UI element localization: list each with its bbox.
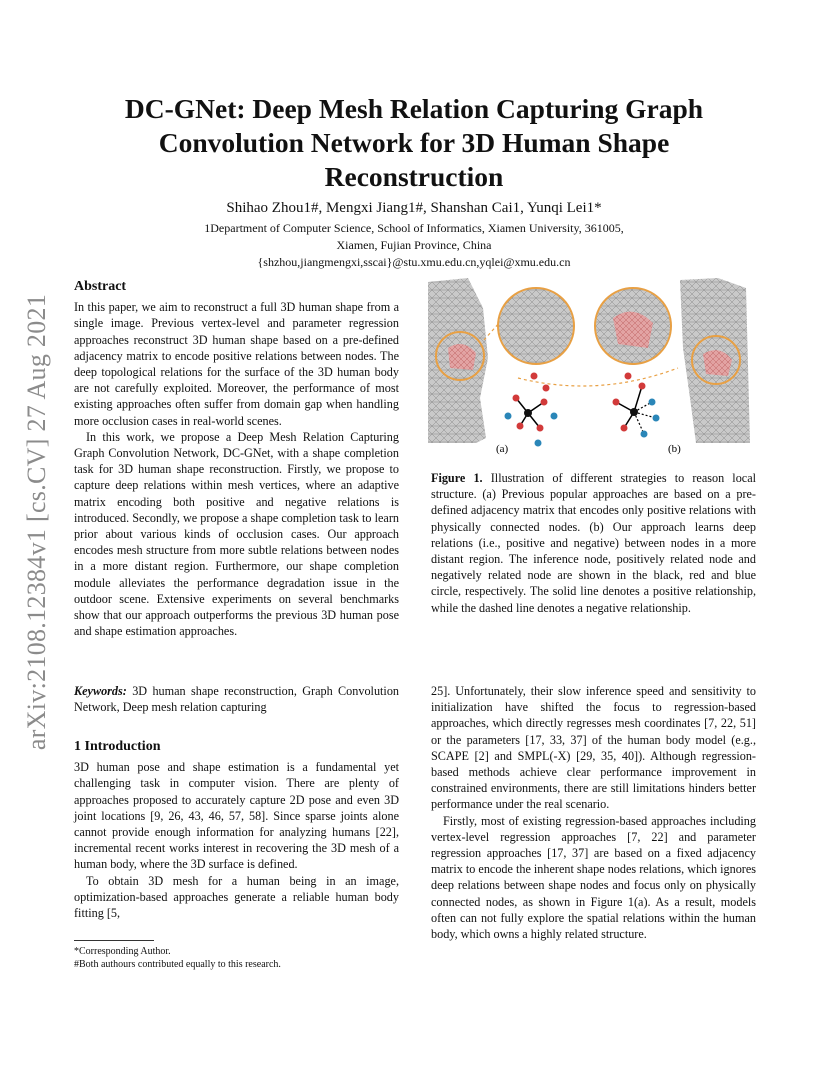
introduction-paragraph-1: 3D human pose and shape estimation is a fundamental yet challenging task in computer vision. There are plenty of approaches proposed to accurately capture 2D pose and even 3D joint locations [9, 26, 43, 46, 57, 58]. Since sparse joints alone cannot provide enough information for analyzing humans [22], incremental recent works interest in recovering the 3D mesh of a human body, where the 3D surface is defined. — [74, 760, 399, 872]
zoom-circle-left — [484, 288, 574, 364]
affiliation — [70, 220, 758, 271]
right-paragraph-2: Firstly, most of existing regression-based approaches including vertex-level regression approaches [7, 22] and parameter regression approaches [17, 37] are based on a fixed adjacency matrix to encode the inherent shape nodes relations, which ignores deep relations between shape nodes and focus only on physically connected nodes, as shown in Figure 1(a). As a result, models often can not fully explore the spatial relations within the human body, which owns a highly related structure. — [431, 813, 756, 942]
abstract-section — [74, 279, 399, 639]
arxiv-watermark: arXiv:2108.12384v1 [cs.CV] 27 Aug 2021 — [22, 293, 51, 751]
introduction-heading: 1 Introduction — [74, 739, 161, 754]
authors: Shihao Zhou1#, Mengxi Jiang1#, Shanshan Cai1, Yunqi Lei1* — [226, 200, 602, 216]
figure-1 — [428, 278, 758, 458]
footnote-corresponding: *Corresponding Author. — [74, 946, 171, 957]
keywords — [74, 683, 399, 715]
figure-caption-text: Illustration of different strategies to reason local structure. (a) Previous popular approaches are based on a pre-defined adjacency matrix that encodes only positive relations with physically connected nodes. (b) Our approach learns deep relations (i.e., positive and negative) between nodes in a more distant region. The inference node, positively related node and negatively related node are shown in the black, red and blue circle, respectively. The solid line denotes a positive relationship, while the dashed line denotes a negative relationship. — [431, 471, 756, 615]
keywords-text: 3D human shape reconstruction, Graph Convolution Network, Deep mesh relation capturing — [74, 684, 400, 715]
footnotes — [74, 945, 399, 971]
introduction-paragraph-2: To obtain 3D mesh for a human being in an image, optimization-based approaches generate a reliable human body fitting [5, — [74, 873, 399, 921]
abstract-heading: Abstract — [74, 279, 127, 294]
figure-1-caption — [431, 470, 756, 616]
body-mesh-left — [428, 278, 488, 443]
keywords-label: Keywords: — [74, 684, 127, 698]
figure-label-a: (a) — [496, 443, 509, 455]
introduction-section — [74, 739, 399, 921]
footnote-divider — [74, 940, 154, 941]
abstract-paragraph-2: In this work, we propose a Deep Mesh Relation Capturing Graph Convolution Network, DC-GNet, with a shape completion task for 3D human shape reconstruction. Firstly, we propose to capture deep relations within mesh vertices, where an adaptive matrix encoding both positive and negative relations is introduced. Secondly, we propose a shape completion task to learn prior about various kinds of occlusion cases. Our approach encodes mesh structure from more subtle relations between nodes in a more distant region. Furthermore, our shape completion module alleviates the performance degradation issue in the outdoor scene. Extensive experiments on several benchmarks show that our approach outperforms the previous 3D human pose and shape estimation approaches. — [74, 429, 399, 639]
emails: {shzhou,jiangmengxi,sscai}@stu.xmu.edu.cn,yqlei@xmu.edu.cn — [257, 255, 571, 269]
paper-title: DC-GNet: Deep Mesh Relation Capturing Graph Convolution Network for 3D Human Shape Reconstruction — [124, 93, 704, 192]
footnote-equal-contribution: #Both authours contributed equally to this research. — [74, 959, 281, 970]
affiliation-line-1: 1Department of Computer Science, School of Informatics, Xiamen University, 361005, — [204, 221, 624, 235]
figure-1-illustration — [428, 278, 758, 458]
abstract-paragraph-1: In this paper, we aim to reconstruct a full 3D human shape from a single image. Previous vertex-level and parameter regression approaches reconstruct 3D human shape based on a pre-defined adjacency matrix to encode positive relations between nodes. The deep topological relations for the surface of the 3D human body are not carefully exploited. Moreover, the performance of most existing approaches often suffer from domain gap when handling more occlusion cases in real-world scenes. — [74, 300, 399, 428]
figure-caption-label: Figure 1. — [431, 471, 483, 485]
affiliation-line-2: Xiamen, Fujian Province, China — [336, 238, 492, 252]
node-graph-b — [613, 373, 660, 438]
right-paragraph-1: 25]. Unfortunately, their slow inference speed and sensitivity to initialization have shifted the focus to regression-based approaches, which directly regresses mesh coordinates [7, 22, 51] or the parameters [17, 33, 37] of the human body model (e.g., SCAPE [2] and SMPL(-X) [29, 35, 40]). Although regression-based methods achieve clear performance improvement in constrained environments, there are still limitations hinders better performance under the real scenario. — [431, 684, 756, 812]
body-mesh-right — [680, 278, 750, 443]
figure-label-b: (b) — [668, 443, 681, 455]
right-column-text — [431, 683, 756, 942]
